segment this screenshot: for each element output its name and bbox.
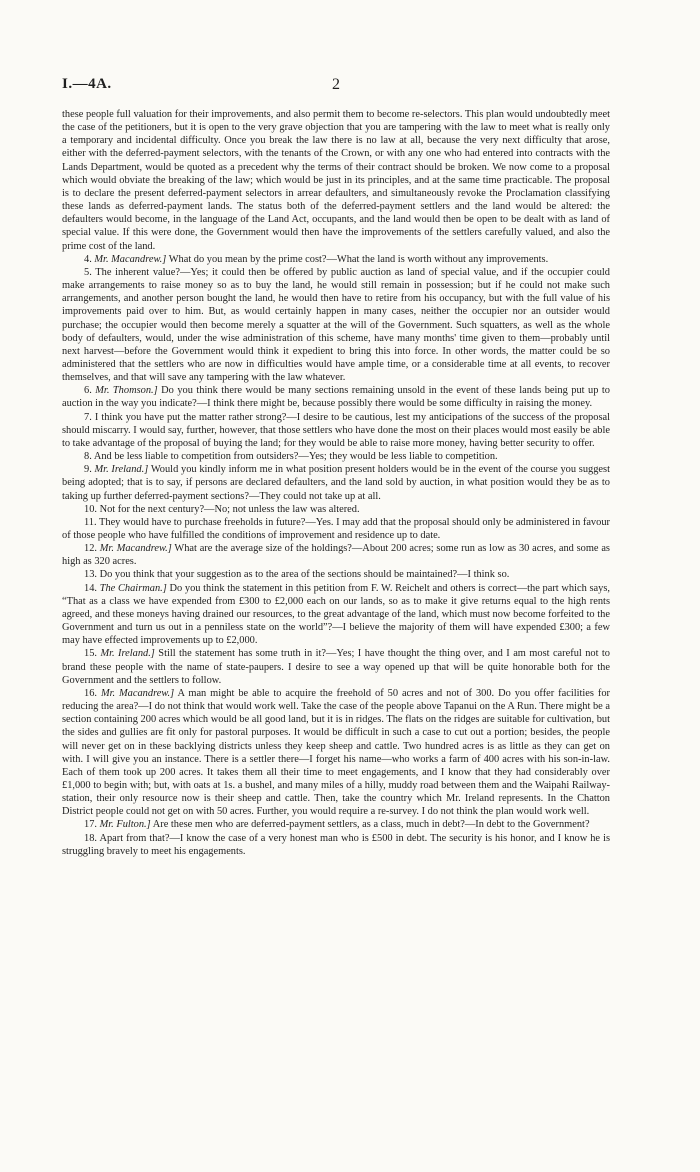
question-number: 5. — [84, 266, 92, 278]
paragraph-q7 — [62, 411, 610, 450]
paragraph-continuation — [62, 108, 610, 253]
paragraph-text: Still the statement has some truth in it?—Yes; I have thought the thing over, and I am most careful not to brand these people with the name of state-paupers. I desire to see a way opened up that will be quite honorable both for the Government and the settlers to follow. — [62, 648, 610, 686]
question-number: 16. — [84, 687, 97, 699]
question-number: 10. — [84, 503, 97, 515]
paragraph-q13 — [62, 568, 610, 581]
paragraph-q12 — [62, 542, 610, 568]
question-number: 14. — [84, 582, 97, 594]
paragraph-text: What are the average size of the holdings?—About 200 acres; some run as low as 30 acres, and some as high as 320 acres. — [62, 543, 610, 568]
speaker-name: The Chairman.] — [99, 582, 167, 594]
question-number: 15. — [84, 648, 97, 660]
speaker-name: Mr. Fulton.] — [99, 819, 151, 831]
paragraph-text: I think you have put the matter rather strong?—I desire to be cautious, lest my anticipations of the success of the proposal should miscarry. I would say, further, however, that those settlers who have done the most on their places would most easily be able to take advantage of the proposal of buying the land; for they would be able to raise more money, having better security to offer. — [62, 411, 610, 449]
question-number: 18. — [84, 832, 97, 844]
paragraph-text: What do you mean by the prime cost?—What the land is worth without any improvements. — [168, 253, 549, 265]
paragraph-q5 — [62, 266, 610, 384]
speaker-name: Mr. Macandrew.] — [94, 253, 167, 265]
question-number: 13. — [84, 569, 97, 581]
speaker-name: Mr. Ireland.] — [94, 464, 149, 476]
paragraph-text: Would you kindly inform me in what position present holders would be in the event of the course you suggest being adopted; that is to say, if persons are declared defaulters, and the land sold by auction, in what position would they be as to taking up further deferred-payment sections?—They could not take up at all. — [62, 464, 610, 502]
page-number: 2 — [332, 76, 340, 93]
paragraph-q11 — [62, 516, 610, 542]
page-header — [62, 76, 610, 98]
paragraph-q9 — [62, 463, 610, 502]
paragraph-text: Are these men who are deferred-payment settlers, as a class, much in debt?—In debt to the Government? — [152, 819, 590, 831]
paragraph-text: Do you think the statement in this petition from F. W. Reichelt and others is correct—the part which says, “That as a class we have expended from £300 to £2,000 each on our lands, so as to make it give returns equal to the high rents agreed, and these moneys having drained our resources, to the great advantage of the land, which must now become forfeited to the Government and turn us out in a penniless state on the world”?—I believe the majority of them will have expended £300; a few may have effected improvements up to £2,000. — [62, 582, 610, 647]
paragraph-q15 — [62, 647, 610, 686]
question-number: 12. — [84, 543, 97, 555]
paragraph-q18 — [62, 832, 610, 858]
question-number: 8. — [84, 451, 92, 463]
paragraph-text: Apart from that?—I know the case of a very honest man who is £500 in debt. The security is his honor, and I know he is struggling bravely to meet his engagements. — [62, 832, 610, 857]
paragraph-text: A man might be able to acquire the freehold of 50 acres and not of 300. Do you offer facilities for reducing the area?—I do not think that would work well. Take the case of the people above Tapanui on the A Run. There might be a section containing 200 acres which would be all good land, but it is in ridges. The flats on the ridges are suitable for cultivation, but the sides and gullies are fit only for pastoral purposes. It would be difficult in such a case to cut out a portion; besides, the people will never get on in these backlying districts unless they keep sheep and cattle. Two hundred acres is as little as they can get on with. I will give you an instance. There is a settler there—I forget his name—who works a farm of 400 acres with his son-in-law. Each of them took up 200 acres. It takes them all their time to meet engagements, and I know that they had considerably over £1,000 to begin with; but, with oats at 1s. a bushel, and many miles of a hilly, muddy road between them and the Waipahi Railway-station, their only resource now is their sheep and cattle. Then, take the country which Mr. Ireland represents. In the Chatton District people could not get on with 50 acres. Further, you would require a re-survey. I do not think the plan would work well. — [62, 687, 610, 818]
question-number: 9. — [84, 464, 92, 476]
question-number: 17. — [84, 819, 97, 831]
speaker-name: Mr. Ireland.] — [100, 648, 155, 660]
paper-reference: I.—4A. — [62, 76, 112, 92]
question-number: 4. — [84, 253, 92, 265]
speaker-name: Mr. Macandrew.] — [100, 687, 175, 699]
paragraph-q14 — [62, 582, 610, 648]
question-number: 6. — [84, 385, 92, 397]
question-number: 7. — [84, 411, 92, 423]
paragraph-q4 — [62, 253, 610, 266]
body-text — [62, 108, 610, 858]
paragraph-text: And be less liable to competition from outsiders?—Yes; they would be less liable to competition. — [93, 451, 498, 463]
paragraph-q16 — [62, 687, 610, 819]
paragraph-q6 — [62, 384, 610, 410]
paragraph-q10 — [62, 503, 610, 516]
paragraph-q8 — [62, 450, 610, 463]
paragraph-text: They would have to purchase freeholds in future?—Yes. I may add that the proposal should only be administered in favour of those people who have fulfilled the conditions of improvement and residence up to date. — [62, 516, 610, 541]
paragraph-text: Do you think that your suggestion as to the area of the sections should be maintained?—I think so. — [99, 569, 510, 581]
question-number: 11. — [84, 516, 97, 528]
paragraph-text: Not for the next century?—No; not unless the law was altered. — [99, 503, 360, 515]
speaker-name: Mr. Macandrew.] — [99, 543, 172, 555]
speaker-name: Mr. Thomson.] — [95, 385, 158, 397]
paragraph-text: these people full valuation for their improvements, and also permit them to become re-selectors. This plan would undoubtedly meet the case of the petitioners, but it is open to the very grave objection that you are tampering with the law to meet what is really only a temporary and incidental difficulty. Once you break the law there is no law at all, because the very next difficulty that arose, either with the deferred-payment selectors, with the tenants of the Crown, or with any one who had entered into contracts with the Lands Department, would be quoted as a precedent why the terms of their contract should be broken. We now come to a proposal which would obviate the breaking of the law; which would be just in its principles, and at the same time practicable. The proposal is to declare the present deferred-payment selectors in arrear defaulters, and simultaneously revoke the Proclamation classifying these lands as deferred-payment lands. The status both of the deferred-payment settlers and the land would be altered: the defaulters would become, in the language of the Land Act, occupants, and the land would then be open to be dealt with as land of special value. If this were done, the Government would then have the improvements of the settlers carefully valued, and also the prime cost of the land. — [62, 109, 610, 252]
paragraph-q17 — [62, 818, 610, 831]
paragraph-text: Do you think there would be many sections remaining unsold in the event of these lands being put up to auction in the way you indicate?—I think there might be, because possibly there would be some difficulty in raising the money. — [62, 385, 610, 410]
paragraph-text: The inherent value?—Yes; it could then be offered by public auction as land of special value, and if the occupier could make arrangements to raise money so as to buy the land, he would still remain in possession; but if he could not make such arrangements, and another person bought the land, he would then have to retire from his occupancy, but with the full value of his improvements paid over to him. But, as would certainly happen in many cases, neither the occupier nor an outsider would purchase; the occupier would then become merely a squatter at the will of the Government. Such squatters, as well as the whole body of defaulters, would, under the wise administration of this scheme, have many months' time given to them—probably until next harvest—before the Government would think it expedient to bring this into force. In other words, the matter could be so administered that the settlers who are now in difficulties would have ample time, or a considerable time at all events, to recover themselves, and that will save any tampering with the law whatever. — [62, 266, 610, 384]
